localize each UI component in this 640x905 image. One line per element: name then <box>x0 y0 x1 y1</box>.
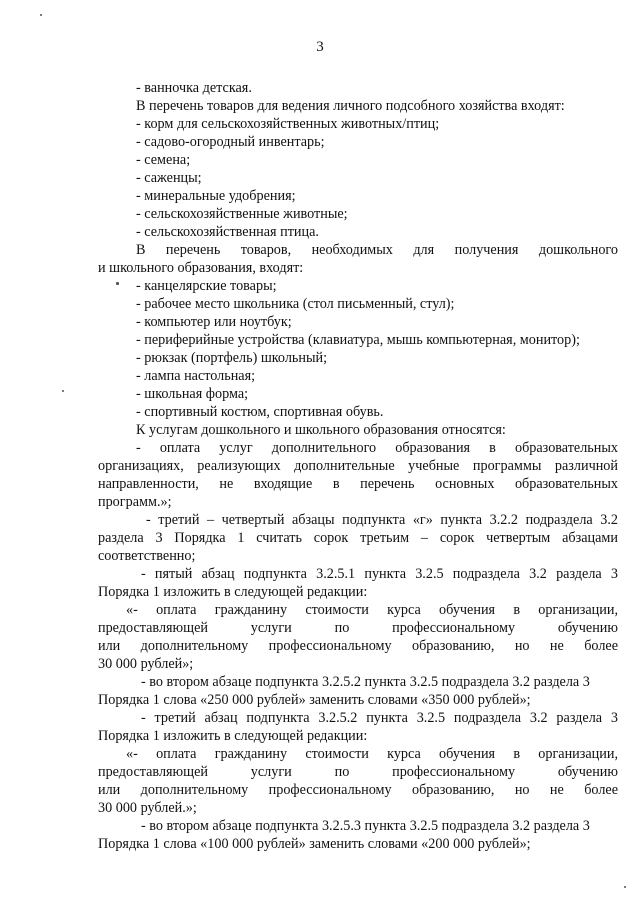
text-line: «- оплата гражданину стоимости курса обучения в организации, <box>126 746 618 762</box>
text-line: 30 000 рублей.»; <box>98 800 197 816</box>
text-line: и школьного образования, входят: <box>98 260 304 276</box>
text-line: - компьютер или ноутбук; <box>136 314 292 330</box>
text-line: Порядка 1 изложить в следующей редакции: <box>98 584 368 600</box>
text-line: - во втором абзаце подпункта 3.2.5.2 пункта 3.2.5 подраздела 3.2 раздела 3 <box>141 674 590 690</box>
text-line: - спортивный костюм, спортивная обувь. <box>136 404 384 420</box>
text-line: - минеральные удобрения; <box>136 188 296 204</box>
scan-speck <box>116 282 119 285</box>
text-line: организациях, реализующих дополнительные учебные программы различной <box>98 458 618 474</box>
text-line: 30 000 рублей»; <box>98 656 194 672</box>
text-line: - периферийные устройства (клавиатура, мышь компьютерная, монитор); <box>136 332 580 348</box>
text-line: направленности, не входящие в перечень основных образовательных <box>98 476 618 492</box>
text-line: - канцелярские товары; <box>136 278 277 294</box>
text-line: программ.»; <box>98 494 172 510</box>
text-line: предоставляющей услуги по профессиональному обучению <box>98 620 618 636</box>
text-line: Порядка 1 слова «250 000 рублей» заменить словами «350 000 рублей»; <box>98 692 531 708</box>
text-line: К услугам дошкольного и школьного образования относятся: <box>136 422 506 438</box>
text-line: - корм для сельскохозяйственных животных/птиц; <box>136 116 440 132</box>
text-line: - во втором абзаце подпункта 3.2.5.3 пункта 3.2.5 подраздела 3.2 раздела 3 <box>141 818 590 834</box>
text-line: - сельскохозяйственная птица. <box>136 224 319 240</box>
page-number: 3 <box>316 39 324 55</box>
text-line: - третий абзац подпункта 3.2.5.2 пункта 3.2.5 подраздела 3.2 раздела 3 <box>141 710 618 726</box>
text-line: - школьная форма; <box>136 386 249 402</box>
text-line: - пятый абзац подпункта 3.2.5.1 пункта 3.2.5 подраздела 3.2 раздела 3 <box>141 566 618 582</box>
text-line: - ванночка детская. <box>136 80 252 96</box>
text-line: раздела 3 Порядка 1 считать сорок третьим – сорок четвертым абзацами <box>98 530 618 546</box>
text-line: - рюкзак (портфель) школьный; <box>136 350 328 366</box>
text-line: - оплата услуг дополнительного образования в образовательных <box>136 440 618 456</box>
text-line: - сельскохозяйственные животные; <box>136 206 348 222</box>
text-line: - лампа настольная; <box>136 368 256 384</box>
text-line: В перечень товаров для ведения личного подсобного хозяйства входят: <box>136 98 565 114</box>
text-line: В перечень товаров, необходимых для получения дошкольного <box>136 242 618 258</box>
text-line: или дополнительному профессиональному образованию, но не более <box>98 782 618 798</box>
text-line: Порядка 1 изложить в следующей редакции: <box>98 728 368 744</box>
text-line: Порядка 1 слова «100 000 рублей» заменить словами «200 000 рублей»; <box>98 836 531 852</box>
text-line: - рабочее место школьника (стол письменный, стул); <box>136 296 455 312</box>
text-line: - садово-огородный инвентарь; <box>136 134 325 150</box>
text-line: или дополнительному профессиональному образованию, но не более <box>98 638 618 654</box>
text-line: - семена; <box>136 152 191 168</box>
text-line: соответственно; <box>98 548 196 564</box>
scan-speck <box>624 886 626 888</box>
scan-speck <box>62 390 64 392</box>
scan-speck <box>40 14 42 16</box>
text-line: предоставляющей услуги по профессиональному обучению <box>98 764 618 780</box>
text-line: «- оплата гражданину стоимости курса обучения в организации, <box>126 602 618 618</box>
text-line: - саженцы; <box>136 170 202 186</box>
text-line: - третий – четвертый абзацы подпункта «г» пункта 3.2.2 подраздела 3.2 <box>146 512 618 528</box>
